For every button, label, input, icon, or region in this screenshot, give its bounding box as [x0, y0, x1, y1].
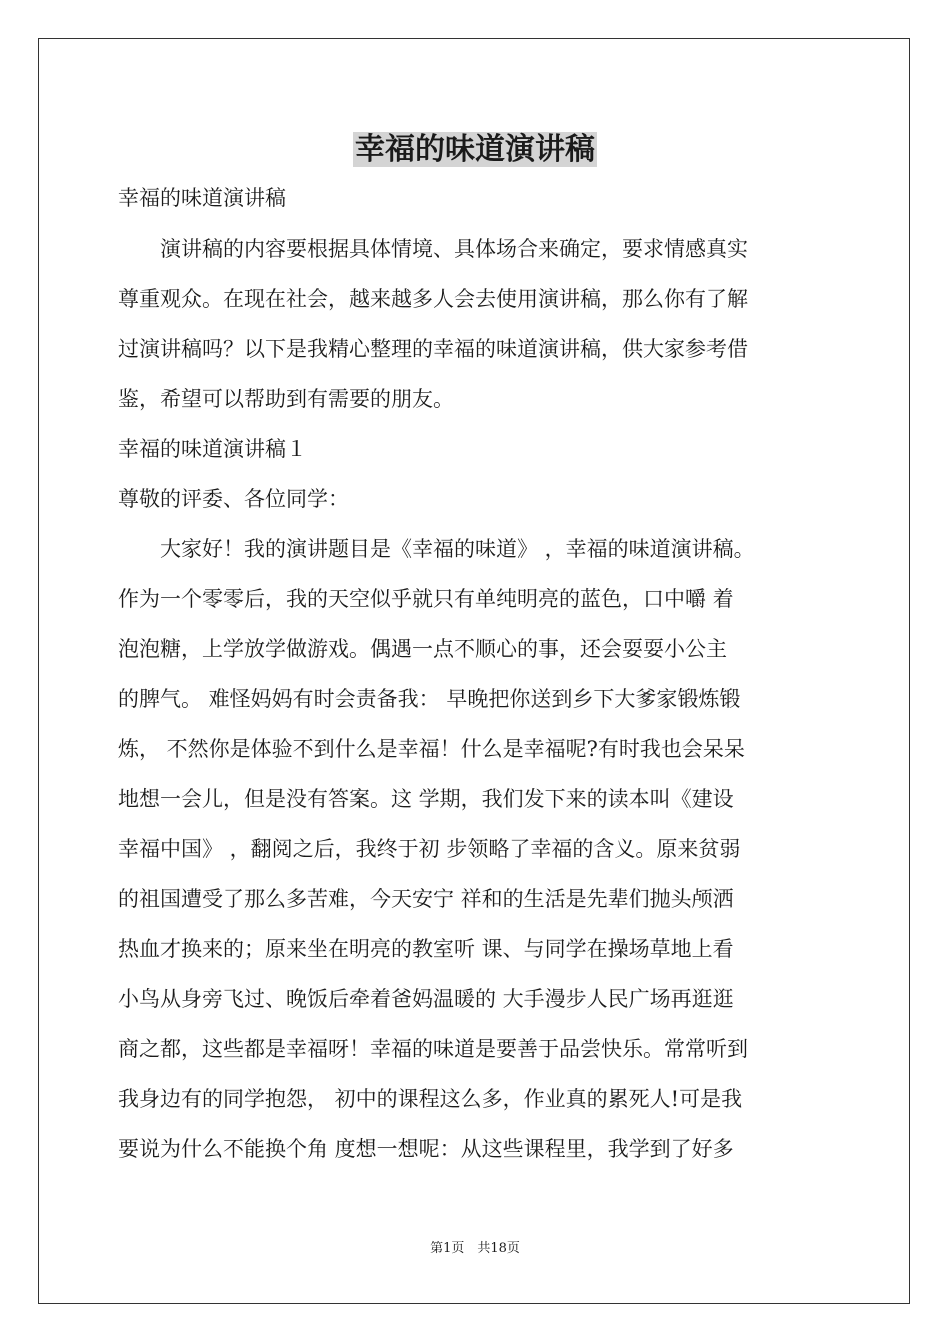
salutation: 尊敬的评委、各位同学：: [118, 487, 349, 511]
paragraph-line: 鉴，希望可以帮助到有需要的朋友。: [118, 387, 454, 411]
paragraph-line: 小鸟从身旁飞过、晚饭后牵着爸妈温暖的 大手漫步人民广场再逛逛: [118, 987, 734, 1011]
paragraph-line: 尊重观众。在现在社会，越来越多人会去使用演讲稿，那么你有了解: [118, 287, 748, 311]
paragraph-line: 的祖国遭受了那么多苦难，今天安宁 祥和的生活是先辈们抛头颅洒: [118, 887, 734, 911]
section-heading: 幸福的味道演讲稿１: [118, 437, 307, 461]
page-footer: [0, 1240, 950, 1258]
document-title: [0, 128, 950, 172]
paragraph-line: 作为一个零零后，我的天空似乎就只有单纯明亮的蓝色，口中嚼 着: [118, 587, 734, 611]
paragraph-line: 演讲稿的内容要根据具体情境、具体场合来确定，要求情感真实: [118, 237, 748, 261]
paragraph-line: 商之都，这些都是幸福呀！幸福的味道是要善于品尝快乐。常常听到: [118, 1037, 748, 1061]
paragraph-line: 地想一会儿，但是没有答案。这 学期，我们发下来的读本叫《建设: [118, 787, 734, 811]
page-number: 第1页 共18页: [430, 1241, 520, 1256]
paragraph-line: 炼， 不然你是体验不到什么是幸福！什么是幸福呢?有时我也会呆呆: [118, 737, 745, 761]
paragraph-line: 泡泡糖，上学放学做游戏。偶遇一点不顺心的事，还会耍耍小公主: [118, 637, 727, 661]
paragraph-line: 过演讲稿吗？以下是我精心整理的幸福的味道演讲稿，供大家参考借: [118, 337, 748, 361]
document-subtitle: 幸福的味道演讲稿: [118, 186, 286, 210]
paragraph-line: 的脾气。 难怪妈妈有时会责备我： 早晚把你送到乡下大爹家锻炼锻: [118, 687, 741, 711]
document-title-text: 幸福的味道演讲稿: [355, 132, 595, 167]
paragraph-line: 幸福中国》 ，翻阅之后，我终于初 步领略了幸福的含义。原来贫弱: [118, 837, 741, 861]
paragraph-line: 热血才换来的；原来坐在明亮的教室听 课、与同学在操场草地上看: [118, 937, 734, 961]
paragraph-line: 大家好！我的演讲题目是《幸福的味道》 ，幸福的味道演讲稿。: [118, 537, 755, 561]
paragraph-line: 要说为什么不能换个角 度想一想呢：从这些课程里，我学到了好多: [118, 1137, 734, 1161]
paragraph-line: 我身边有的同学抱怨， 初中的课程这么多，作业真的累死人!可是我: [118, 1087, 743, 1111]
